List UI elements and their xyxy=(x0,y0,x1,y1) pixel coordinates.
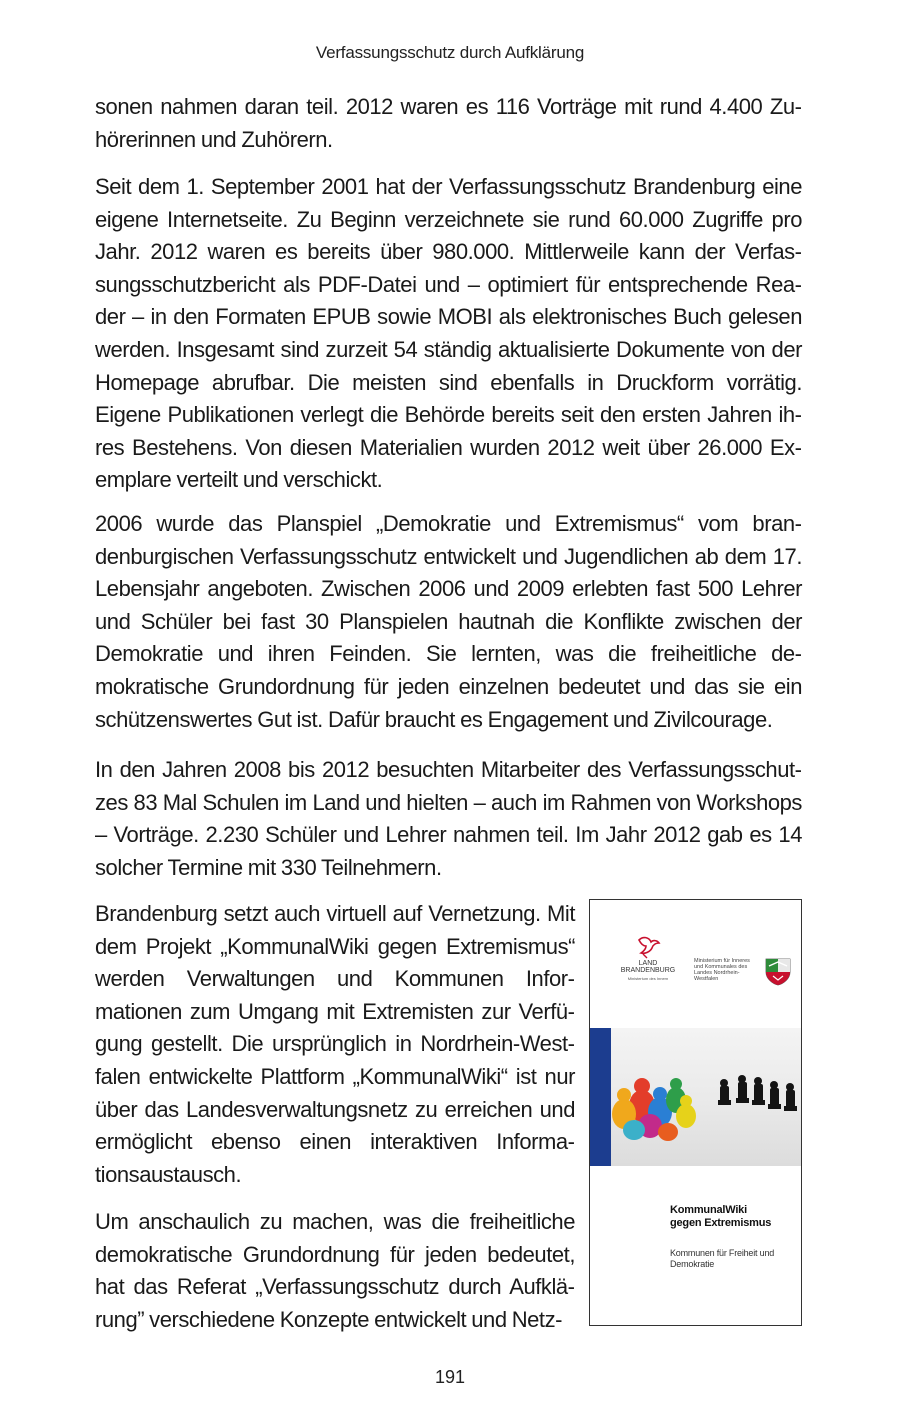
paragraph-3 xyxy=(95,508,802,750)
nrw-ministry-text: Ministerium für Inneres und Kommunales des Landes Nordrhein-Westfalen xyxy=(694,958,750,982)
paragraph-2 xyxy=(95,171,802,511)
red-eagle-icon xyxy=(635,934,661,960)
running-header: Verfassungsschutz durch Aufklärung xyxy=(315,43,585,62)
paragraph-text: sonen nahmen daran teil. 2012 waren es 116 Vorträge mit rund 4.400 Zuhörerinnen und Zuhörern. xyxy=(95,94,802,152)
brandenburg-logo-line1: LAND xyxy=(638,960,658,967)
page-number: 191 xyxy=(434,1367,466,1387)
paragraph-4 xyxy=(95,754,802,898)
brochure-title-area xyxy=(670,1204,790,1270)
colored-pawns xyxy=(612,1078,696,1141)
brochure-subtitle: Kommunen für Freiheit und Demokratie xyxy=(670,1248,775,1269)
brochure-cover-image xyxy=(589,899,802,1326)
paragraph-1 xyxy=(95,91,802,170)
paragraph-text: Brandenburg setzt auch virtuell auf Vernetzung. Mit dem Projekt „KommunalWiki gegen Extremismus“ werden Verwaltungen und Kommunen Informationen zum Umgang mit Extremisten zur Verfügung gestellt. Die ursprünglich in Nordrhein-Westfalen entwickelte Plattform „KommunalWiki“ ist nur über das Landesverwaltungsnetz zu erreichen und ermöglicht ebenso einen interaktiven Informationsaustausch. xyxy=(95,901,575,1187)
brochure-title-line1: KommunalWiki xyxy=(670,1204,747,1216)
paragraph-6 xyxy=(95,1206,575,1336)
black-pawns xyxy=(718,1075,797,1111)
brochure-logo-area xyxy=(590,900,801,1028)
brandenburg-logo xyxy=(618,934,678,981)
paragraph-text: In den Jahren 2008 bis 2012 besuchten Mitarbeiter des Verfassungsschutzes 83 Mal Schulen im Land und hielten – auch im Rahmen von Workshops – Vorträge. 2.230 Schüler und Lehrer nahmen teil. Im Jahr 2012 gab es 14 solcher Termine mit 330 Teilnehmern. xyxy=(95,757,802,880)
paragraph-text: Seit dem 1. September 2001 hat der Verfassungsschutz Brandenburg eine eigene Internetseite. Zu Beginn verzeichnete sie rund 60.000 Zugriffe pro Jahr. 2012 waren es bereits über 980.000. Mittlerweile kann der Verfassungsschutzbericht als PDF-Datei und – optimiert für entsprechende Reader – in den Formaten EPUB sowie MOBI als elektronisches Buch gelesen werden. Insgesamt sind zurzeit 54 ständig aktualisierte Dokumente von der Homepage abrufbar. Die meisten sind ebenfalls in Druckform vorrätig. Eigene Publikationen verlegt die Behörde bereits seit den ersten Jahren ihres Bestehens. Von diesen Materialien wurden 2012 weit über 26.000 Exemplare verteilt und verschickt. xyxy=(95,174,802,493)
paragraph-text: 2006 wurde das Planspiel „Demokratie und Extremismus“ vom brandenburgischen Verfassungsschutz entwickelt und Jugendlichen ab dem 17. Lebensjahr angeboten. Zwischen 2006 und 2009 erlebten fast 500 Lehrer und Schüler bei fast 30 Planspielen hautnah die Konflikte zwischen der Demokratie und ihren Feinden. Sie lernten, was die freiheitliche demokratische Grundordnung für jeden einzelnen bedeutet und das sie ein schützenswertes Gut ist. Dafür braucht es Engagement und Zivilcourage. xyxy=(95,511,802,732)
brandenburg-logo-sub: Ministerium des Innern xyxy=(627,976,669,981)
paragraph-text: Um anschaulich zu machen, was die freiheitliche demokratische Grundordnung für jeden bedeutet, hat das Referat „Verfassungsschutz durch Aufklärung” verschiedene Konzepte entwickelt und Netz- xyxy=(95,1209,575,1332)
brochure-title-line2: gegen Extremismus xyxy=(670,1217,772,1229)
brandenburg-logo-line2: BRANDENBURG xyxy=(620,967,676,974)
paragraph-5 xyxy=(95,898,575,1191)
brochure-photo xyxy=(590,1028,801,1166)
nrw-coat-of-arms-icon xyxy=(765,958,791,986)
game-pieces-illustration xyxy=(590,1028,801,1166)
